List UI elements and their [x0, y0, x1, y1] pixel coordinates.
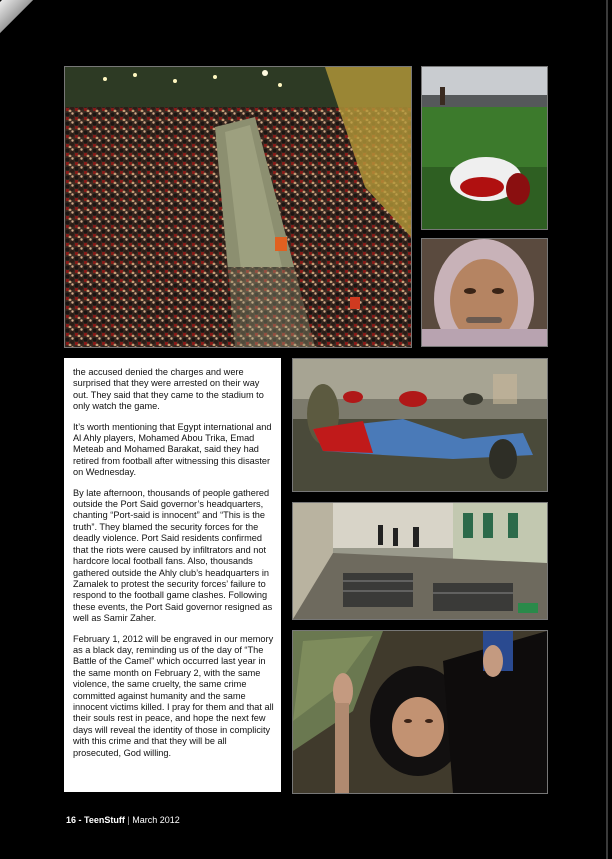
article-paragraph: By late afternoon, thousands of people gathered outside the Port Said governor’s headquarters, chanting “Port-said is innocent” and “This is the truth”. They blamed the security forces for the deadly violence. Port Said residents confirmed that the riots were caused by infiltrators and not hardcore local football fans. Also, thousands gathered outside the Ahly club’s headquarters in Zamalek to protest the security forces’ failure to respond to the football game clashes. Following these events, the Port Said governor resigned as well as Samir Zaher.	[73, 487, 273, 624]
page-footer	[66, 815, 180, 825]
photo-damaged-stadium	[292, 502, 548, 620]
article-paragraph: It’s worth mentioning that Egypt international and Al Ahly players, Mohamed Abou Trika, Emad Meteab and Mohamed Barakat, said they had retired from football after witnessing this disaster on Wednesday.	[73, 421, 272, 478]
photo-crowd-train	[64, 66, 412, 348]
photo-stadium-grass	[421, 66, 548, 230]
page-edge-line	[606, 0, 608, 859]
article-body	[64, 358, 281, 792]
footer-dash: -	[78, 815, 82, 825]
article-paragraph: the accused denied the charges and were surprised that they were arrested on their way out. They said that they came to the stadium to only watch the game.	[73, 367, 264, 412]
photo-soldiers-carrying	[292, 358, 548, 492]
article-paragraph: February 1, 2012 will be engraved in our memory as a black day, reminding us of the day of “The Battle of the Camel” which occurred last year in the same month on February 2, with the same violence, the same cruelty, the same crime committed against humanity and the same innocent victims killed. I pray for them and that all their souls rest in peace, and hope the next few days will reveal the identity of those in complicity with this crime and that they will be all prosecuted, God willing.	[73, 633, 274, 758]
magazine-name: TeenStuff	[84, 815, 125, 825]
page-number: 16	[66, 815, 77, 825]
mourning-ribbon	[0, 0, 145, 58]
photo-man-portrait	[421, 238, 548, 347]
photo-grieving-woman	[292, 630, 548, 794]
footer-separator: |	[127, 815, 130, 825]
issue-date: March 2012	[132, 815, 180, 825]
